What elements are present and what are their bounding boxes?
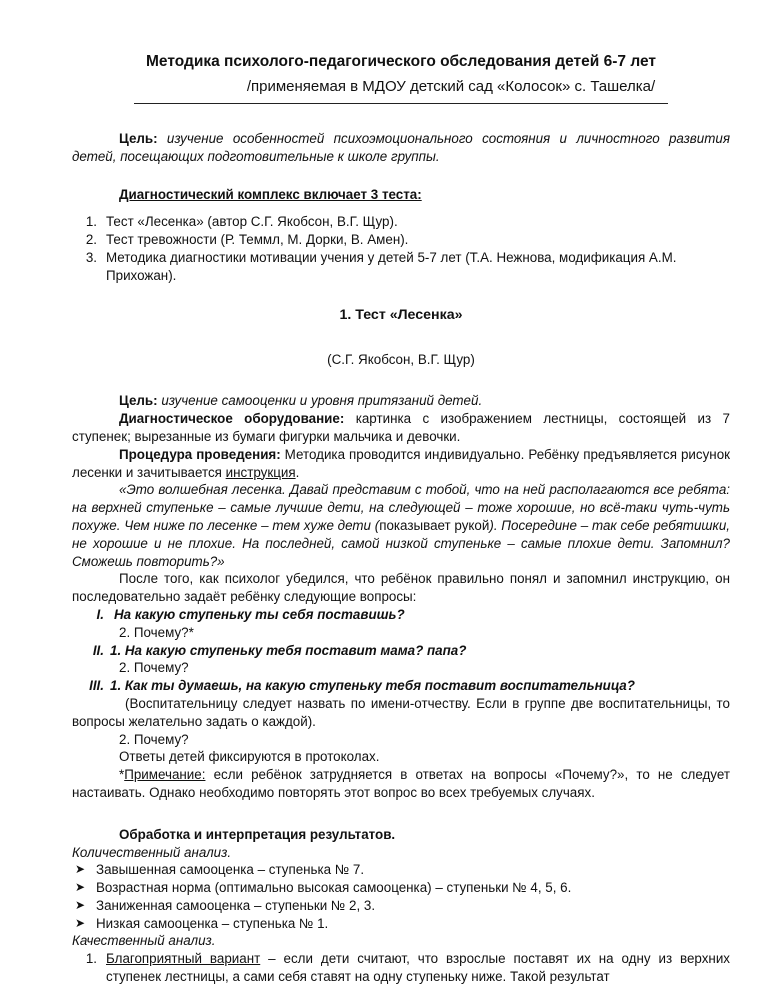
list-text: Тест «Лесенка» (автор С.Г. Якобсон, В.Г. Щур). xyxy=(106,214,398,230)
equipment-paragraph xyxy=(72,410,730,446)
list-text: Заниженная самооценка – ступеньки № 2, 3. xyxy=(96,897,376,913)
list-text: Низкая самооценка – ступенька № 1. xyxy=(96,915,329,931)
question-roman: III. xyxy=(89,678,104,694)
list-item xyxy=(72,249,730,285)
question-1 xyxy=(72,606,730,624)
list-item xyxy=(72,861,730,879)
instruction-link: инструкция xyxy=(225,464,296,480)
question-text: На какую ступеньку ты себя поставишь? xyxy=(114,606,405,622)
qualitative-title: Благоприятный вариант xyxy=(106,951,261,967)
instruction-paragraph xyxy=(72,481,730,570)
footnote-label: Примечание: xyxy=(124,767,206,783)
list-number: 2. xyxy=(85,232,97,248)
qualitative-text: – если дети считают, что взрослые поставят их на одну из верхних ступенек лестницы, а сами себя ставят на одну ступеньку ниже. Такой результат xyxy=(106,951,730,985)
arrow-bullet-icon: ➤ xyxy=(75,897,86,912)
list-item xyxy=(72,231,730,249)
quantitative-list xyxy=(72,861,730,932)
quantitative-label-text: Количественный анализ. xyxy=(72,844,232,860)
goal-text: изучение особенностей психоэмоционального состояния и личностного развития детей, посещающих подготовительные к школе группы. xyxy=(72,131,730,164)
title-underline xyxy=(134,103,668,104)
goal-label: Цель: xyxy=(119,131,158,146)
section-goal-label: Цель: xyxy=(119,393,158,409)
procedure-end: . xyxy=(295,464,300,480)
list-number: 3. xyxy=(85,249,97,265)
question-3 xyxy=(72,677,730,695)
question-roman: II. xyxy=(92,642,104,658)
arrow-bullet-icon: ➤ xyxy=(75,862,86,877)
instruction-text-2: ). Посередине – так себе ребятишки, не хорошие и не плохие. На последней, самой низкой ступеньке – самые плохие дети. Запомнил? Сможешь повторить?» xyxy=(72,517,730,569)
arrow-bullet-icon: ➤ xyxy=(75,915,86,930)
list-text: Тест тревожности (Р. Теммл, М. Дорки, В. Амен). xyxy=(106,232,409,248)
list-number: 1. xyxy=(85,951,97,967)
complex-heading: Диагностический комплекс включает 3 теста: xyxy=(119,186,422,202)
qualitative-label xyxy=(72,932,730,950)
procedure-paragraph xyxy=(72,446,730,482)
question-roman: I. xyxy=(96,606,104,622)
tests-list xyxy=(72,213,730,284)
question-2-sub: 2. Почему? xyxy=(119,660,189,676)
procedure-label: Процедура проведения: xyxy=(119,446,281,462)
after-paragraph: После того, как психолог убедился, что ребёнок правильно понял и запомнил инструкцию, он последовательно задаёт ребёнку следующие вопросы: xyxy=(72,571,730,605)
question-2 xyxy=(72,642,730,660)
list-text: Завышенная самооценка – ступенька № 7. xyxy=(96,862,365,878)
section-authors: (С.Г. Якобсон, В.Г. Щур) xyxy=(327,351,475,367)
question-text: 1. На какую ступеньку тебя поставит мама? папа? xyxy=(110,642,467,658)
section-heading: 1. Тест «Лесенка» xyxy=(339,306,463,323)
goal-paragraph xyxy=(72,130,730,166)
section-body xyxy=(72,392,730,801)
section-goal-text: изучение самооценки и уровня притязаний детей. xyxy=(157,393,483,409)
equipment-text: картинка с изображением лестницы, состоящей из 7 ступенек; вырезанные из бумаги фигурки мальчика и девочки. xyxy=(72,411,730,444)
answers-note: Ответы детей фиксируются в протоколах. xyxy=(119,749,380,765)
footnote-paragraph xyxy=(72,766,730,802)
list-number: 1. xyxy=(85,214,97,230)
list-item xyxy=(72,213,730,231)
list-text: Возрастная норма (оптимально высокая самооценка) – ступеньки № 4, 5, 6. xyxy=(96,880,572,896)
instruction-gesture: показывает рукой xyxy=(379,517,490,533)
question-3-sub: 2. Почему? xyxy=(119,731,189,747)
section-goal xyxy=(72,392,730,410)
footnote-star: * xyxy=(119,767,125,783)
footnote-text: если ребёнок затрудняется в ответах на вопросы «Почему?», то не следует настаивать. Однако необходимо повторять этот вопрос во всех требуемых случаях. xyxy=(72,767,730,800)
procedure-text: Методика проводится индивидуально. Ребёнку предъявляется рисунок лесенки и зачитывается xyxy=(72,446,730,480)
arrow-bullet-icon: ➤ xyxy=(75,880,86,895)
question-1-sub: 2. Почему?* xyxy=(119,624,194,640)
qualitative-label-text: Качественный анализ. xyxy=(72,933,216,949)
quantitative-label xyxy=(72,844,730,862)
processing-heading: Обработка и интерпретация результатов. xyxy=(119,826,396,842)
question-text: 1. Как ты думаешь, на какую ступеньку тебя поставит воспитательница? xyxy=(110,678,635,694)
question-3-note: (Воспитательницу следует назвать по имени-отчеству. Если в группе две воспитательницы, то вопросы желательно задать о каждой). xyxy=(72,695,730,729)
list-item xyxy=(72,879,730,897)
list-item xyxy=(72,915,730,933)
list-item xyxy=(72,897,730,915)
qualitative-list xyxy=(72,950,730,986)
document-subtitle: /применяемая в МДОУ детский сад «Колосок» с. Ташелка/ xyxy=(246,78,656,95)
instruction-text-1: «Это волшебная лесенка. Давай представим с тобой, что на ней располагаются все ребята: на верхней ступеньке – самые лучшие дети, на следующей – тоже хорошие, но всё-таки чуть-чуть похуже. Чем ниже по лесенке – тем хуже дети ( xyxy=(72,482,730,533)
equipment-label: Диагностическое оборудование: xyxy=(119,411,345,427)
list-text: Методика диагностики мотивации учения у детей 5-7 лет (Т.А. Нежнова, модификация А.М. Прихожан). xyxy=(106,249,677,283)
document-title: Методика психолого-педагогического обследования детей 6-7 лет xyxy=(146,53,656,70)
list-item xyxy=(72,950,730,986)
